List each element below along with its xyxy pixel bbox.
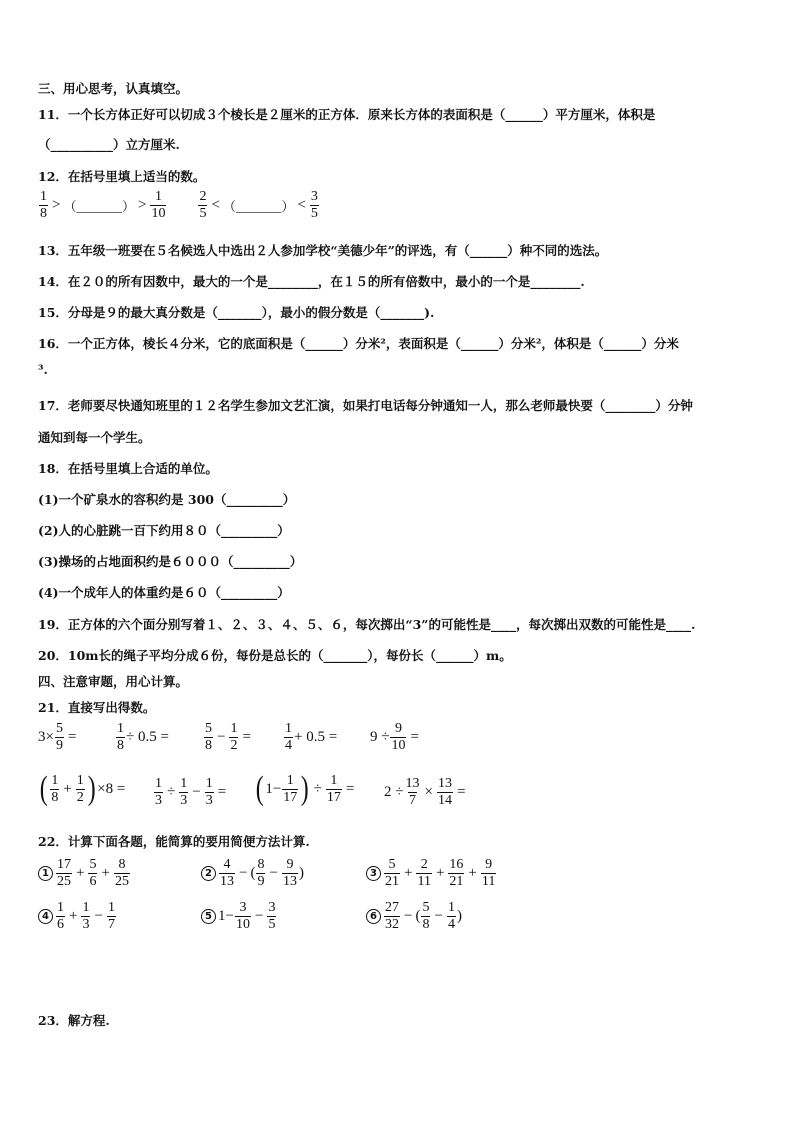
q21-r1-c5 — [370, 722, 422, 753]
question-16-line2: ³. — [38, 362, 48, 377]
question-18-item2: (2)人的心脏跳一百下约用８０（_________） — [38, 523, 290, 538]
question-17-line1: 17．老师要尽快通知班里的１２名学生参加文艺汇演，如果打电话每分钟通知一人，那么老师最快要（________）分钟 — [38, 398, 693, 413]
question-22: 22．计算下面各题，能简算的要用简便方法计算. — [38, 834, 310, 849]
numerator: 1 — [82, 900, 90, 915]
denominator: 21 — [449, 874, 464, 889]
math-operator: < — [211, 197, 220, 213]
fraction — [229, 722, 238, 753]
denominator: 9 — [257, 874, 265, 889]
math-operator: − — [217, 729, 226, 745]
denominator: 3 — [82, 917, 90, 932]
denominator: 5 — [310, 206, 318, 221]
q21-r1-c3 — [203, 722, 254, 753]
section-4-heading: 四、注意审题，用心计算。 — [38, 674, 189, 689]
fraction — [404, 777, 420, 808]
fraction — [204, 722, 213, 753]
circled-number: 4 — [38, 909, 53, 924]
math-operator: + — [468, 865, 477, 881]
fraction — [114, 858, 130, 889]
numerator: 5 — [205, 721, 212, 736]
denominator: 13 — [220, 874, 234, 889]
math-term: ( — [250, 865, 256, 881]
numerator: 8 — [257, 857, 265, 872]
q22-item4 — [38, 901, 117, 932]
question-11-line2: （__________）立方厘米. — [38, 137, 180, 152]
q22-item1 — [38, 858, 131, 889]
numerator: 5 — [89, 857, 97, 872]
denominator: 3 — [205, 793, 213, 808]
question-13: 13．五年级一班要在５名候选人中选出２人参加学校“美德少年”的评选，有（______）种不同的选法。 — [38, 243, 608, 258]
denominator: 17 — [326, 789, 341, 805]
numerator: 2 — [199, 189, 207, 204]
fraction — [56, 901, 65, 932]
math-operator: = — [345, 780, 355, 797]
numerator: 1 — [51, 772, 59, 788]
math-operator: = — [67, 729, 77, 745]
q22-item5 — [201, 901, 277, 932]
math-term: 1− — [265, 780, 282, 797]
denominator: 8 — [51, 789, 59, 805]
math-operator: = — [410, 729, 419, 745]
math-term: ) — [456, 908, 462, 924]
fraction — [284, 722, 293, 753]
denominator: 8 — [422, 917, 430, 932]
math-operator: + — [404, 865, 413, 881]
denominator: 7 — [107, 917, 115, 932]
numerator: 13 — [437, 776, 452, 791]
math-operator: − — [94, 908, 103, 924]
math-term: + 0.5 = — [294, 729, 338, 745]
fraction — [235, 901, 251, 932]
math-operator: − — [239, 865, 248, 881]
denominator: 17 — [283, 789, 298, 805]
question-21: 21．直接写出得数。 — [38, 700, 156, 715]
circled-number: 2 — [201, 866, 216, 881]
math-term: 2 ÷ — [384, 784, 404, 800]
math-operator: = — [217, 784, 227, 800]
q12-inequalities — [38, 190, 320, 221]
numerator: 1 — [40, 189, 47, 204]
numerator: 1 — [285, 721, 292, 736]
numerator: 17 — [57, 857, 71, 872]
fraction — [282, 858, 298, 889]
math-term: 9 ÷ — [370, 729, 390, 745]
math-term: ) — [298, 865, 304, 881]
denominator: 2 — [76, 789, 84, 805]
fraction — [267, 901, 276, 932]
denominator: 2 — [230, 738, 238, 753]
q21-r2-c2 — [153, 777, 229, 808]
math-operator: < — [297, 197, 306, 213]
section-3-heading: 三、用心思考，认真填空。 — [38, 81, 189, 96]
denominator: 25 — [57, 874, 71, 889]
denominator: 21 — [385, 874, 399, 889]
numerator: 3 — [239, 900, 247, 915]
math-operator: − — [269, 865, 278, 881]
math-operator: + — [76, 865, 85, 881]
denominator: 7 — [408, 793, 416, 808]
math-operator: + — [63, 780, 72, 797]
question-23: 23．解方程. — [38, 1013, 110, 1028]
fraction — [421, 901, 430, 932]
denominator: 13 — [282, 874, 297, 889]
numerator: 4 — [223, 857, 231, 872]
math-operator: > — [137, 197, 147, 213]
denominator: 25 — [114, 874, 129, 889]
q21-r2-c4 — [384, 777, 468, 808]
numerator: 9 — [394, 721, 402, 736]
fraction — [179, 777, 188, 808]
fraction — [282, 774, 298, 805]
denominator: 3 — [180, 793, 188, 808]
fraction — [256, 858, 265, 889]
question-18-item4: (4)一个成年人的体重约是６０（_________） — [38, 585, 290, 600]
math-term: ÷ 0.5 = — [126, 729, 169, 745]
circled-number: 5 — [201, 909, 216, 924]
numerator: 1 — [76, 772, 84, 788]
fraction — [384, 858, 400, 889]
numerator: 16 — [449, 857, 464, 872]
math-operator: × — [424, 784, 433, 800]
question-14: 14．在２０的所有因数中，最大的一个是________，在１５的所有倍数中，最小的一个是________. — [38, 274, 585, 289]
q21-r1-c2 — [115, 722, 169, 753]
math-operator: ( — [255, 770, 264, 807]
numerator: 1 — [205, 776, 213, 791]
q22-item6 — [366, 901, 462, 932]
numerator: 1 — [57, 900, 64, 915]
denominator: 5 — [199, 206, 207, 221]
numerator: 5 — [422, 900, 430, 915]
q22-item2 — [201, 858, 304, 889]
numerator: 8 — [118, 857, 126, 872]
math-operator: ÷ — [167, 784, 176, 800]
fraction — [219, 858, 235, 889]
question-11-line1: 11．一个长方体正好可以切成３个棱长是２厘米的正方体．原来长方体的表面积是（______）平方厘米，体积是 — [38, 107, 656, 122]
numerator: 1 — [107, 900, 115, 915]
numerator: 1 — [230, 721, 238, 736]
circled-number: 3 — [366, 866, 381, 881]
numerator: 1 — [330, 772, 338, 788]
answer-blank[interactable]: （_______） — [63, 199, 135, 214]
fraction — [50, 774, 59, 805]
denominator: 8 — [205, 738, 212, 753]
question-18-item3: (3)操场的占地面积约是６０００（_________） — [38, 554, 303, 569]
fraction — [326, 774, 342, 805]
numerator: 9 — [485, 857, 493, 872]
question-16-line1: 16．一个正方体，棱长４分米，它的底面积是（______）分米²，表面积是（______）分米²，体积是（______）分米 — [38, 336, 679, 351]
fraction — [39, 190, 48, 221]
fraction — [154, 777, 163, 808]
denominator: 8 — [40, 206, 47, 221]
question-20: 20．10m长的绳子平均分成６份，每份是总长的（_______），每份长（______）m。 — [38, 648, 512, 663]
numerator: 27 — [385, 900, 399, 915]
math-operator: > — [52, 197, 61, 213]
math-operator: − — [254, 908, 264, 924]
denominator: 6 — [89, 874, 97, 889]
fraction — [76, 774, 85, 805]
math-operator: ÷ — [313, 780, 322, 797]
math-operator: ( — [39, 770, 48, 807]
numerator: 1 — [180, 776, 188, 791]
question-18-item1: (1)一个矿泉水的容积约是 300（_________） — [38, 492, 296, 507]
numerator: 2 — [420, 857, 428, 872]
question-18: 18．在括号里填上合适的单位。 — [38, 461, 218, 476]
numerator: 1 — [154, 189, 162, 204]
numerator: 13 — [405, 776, 420, 791]
fraction — [55, 722, 64, 753]
denominator: 9 — [55, 738, 63, 753]
circled-number: 1 — [38, 866, 53, 881]
q21-r2-c3 — [254, 772, 357, 806]
math-operator: = — [456, 784, 466, 800]
denominator: 10 — [151, 206, 166, 221]
numerator: 1 — [117, 721, 124, 736]
denominator: 3 — [155, 793, 162, 808]
fraction — [390, 722, 406, 753]
denominator: 14 — [437, 793, 452, 808]
numerator: 1 — [447, 900, 455, 915]
numerator: 3 — [310, 189, 318, 204]
numerator: 5 — [388, 857, 396, 872]
numerator: 1 — [286, 772, 294, 788]
denominator: 10 — [391, 738, 406, 753]
fraction — [88, 858, 97, 889]
circled-number: 6 — [366, 909, 381, 924]
math-term: 3× — [38, 729, 54, 745]
math-operator: − — [404, 908, 413, 924]
numerator: 3 — [268, 900, 276, 915]
fraction — [384, 901, 400, 932]
fraction — [116, 722, 125, 753]
denominator: 8 — [117, 738, 124, 753]
math-term: 1− — [218, 908, 234, 924]
denominator: 11 — [481, 874, 496, 889]
q21-r1-c4 — [283, 722, 337, 753]
fraction — [150, 190, 166, 221]
math-operator: + — [435, 865, 445, 881]
fraction — [447, 901, 456, 932]
math-operator: + — [101, 865, 110, 881]
math-operator: ) — [300, 770, 309, 807]
math-operator: − — [434, 908, 443, 924]
math-operator: + — [69, 908, 78, 924]
denominator: 11 — [417, 874, 431, 889]
math-term: ×8 = — [97, 780, 126, 797]
fraction — [198, 190, 207, 221]
math-operator: = — [242, 729, 251, 745]
question-12: 12．在括号里填上适当的数。 — [38, 169, 206, 184]
fraction — [437, 777, 453, 808]
math-term: ( — [415, 908, 421, 924]
numerator: 1 — [155, 776, 162, 791]
fraction — [310, 190, 319, 221]
fraction — [448, 858, 464, 889]
question-17-line2: 通知到每一个学生。 — [38, 430, 151, 445]
denominator: 4 — [285, 738, 292, 753]
answer-blank[interactable]: （_______） — [222, 199, 295, 214]
numerator: 9 — [286, 857, 294, 872]
fraction — [416, 858, 431, 889]
numerator: 5 — [55, 721, 63, 736]
question-15: 15．分母是９的最大真分数是（_______），最小的假分数是（_______). — [38, 305, 435, 320]
fraction — [107, 901, 116, 932]
math-operator: ) — [87, 770, 96, 807]
question-19: 19．正方体的六个面分别写着１、２、３、４、５、６，每次掷出“3”的可能性是____，每次掷出双数的可能性是____. — [38, 617, 696, 632]
fraction — [56, 858, 72, 889]
denominator: 4 — [447, 917, 455, 932]
q22-item3 — [366, 858, 497, 889]
fraction — [481, 858, 496, 889]
math-operator: − — [192, 784, 201, 800]
q21-r2-c1 — [38, 772, 125, 806]
fraction — [205, 777, 214, 808]
q21-row1 — [38, 722, 79, 753]
denominator: 6 — [57, 917, 64, 932]
denominator: 32 — [385, 917, 399, 932]
denominator: 10 — [235, 917, 250, 932]
denominator: 5 — [268, 917, 276, 932]
fraction — [81, 901, 90, 932]
